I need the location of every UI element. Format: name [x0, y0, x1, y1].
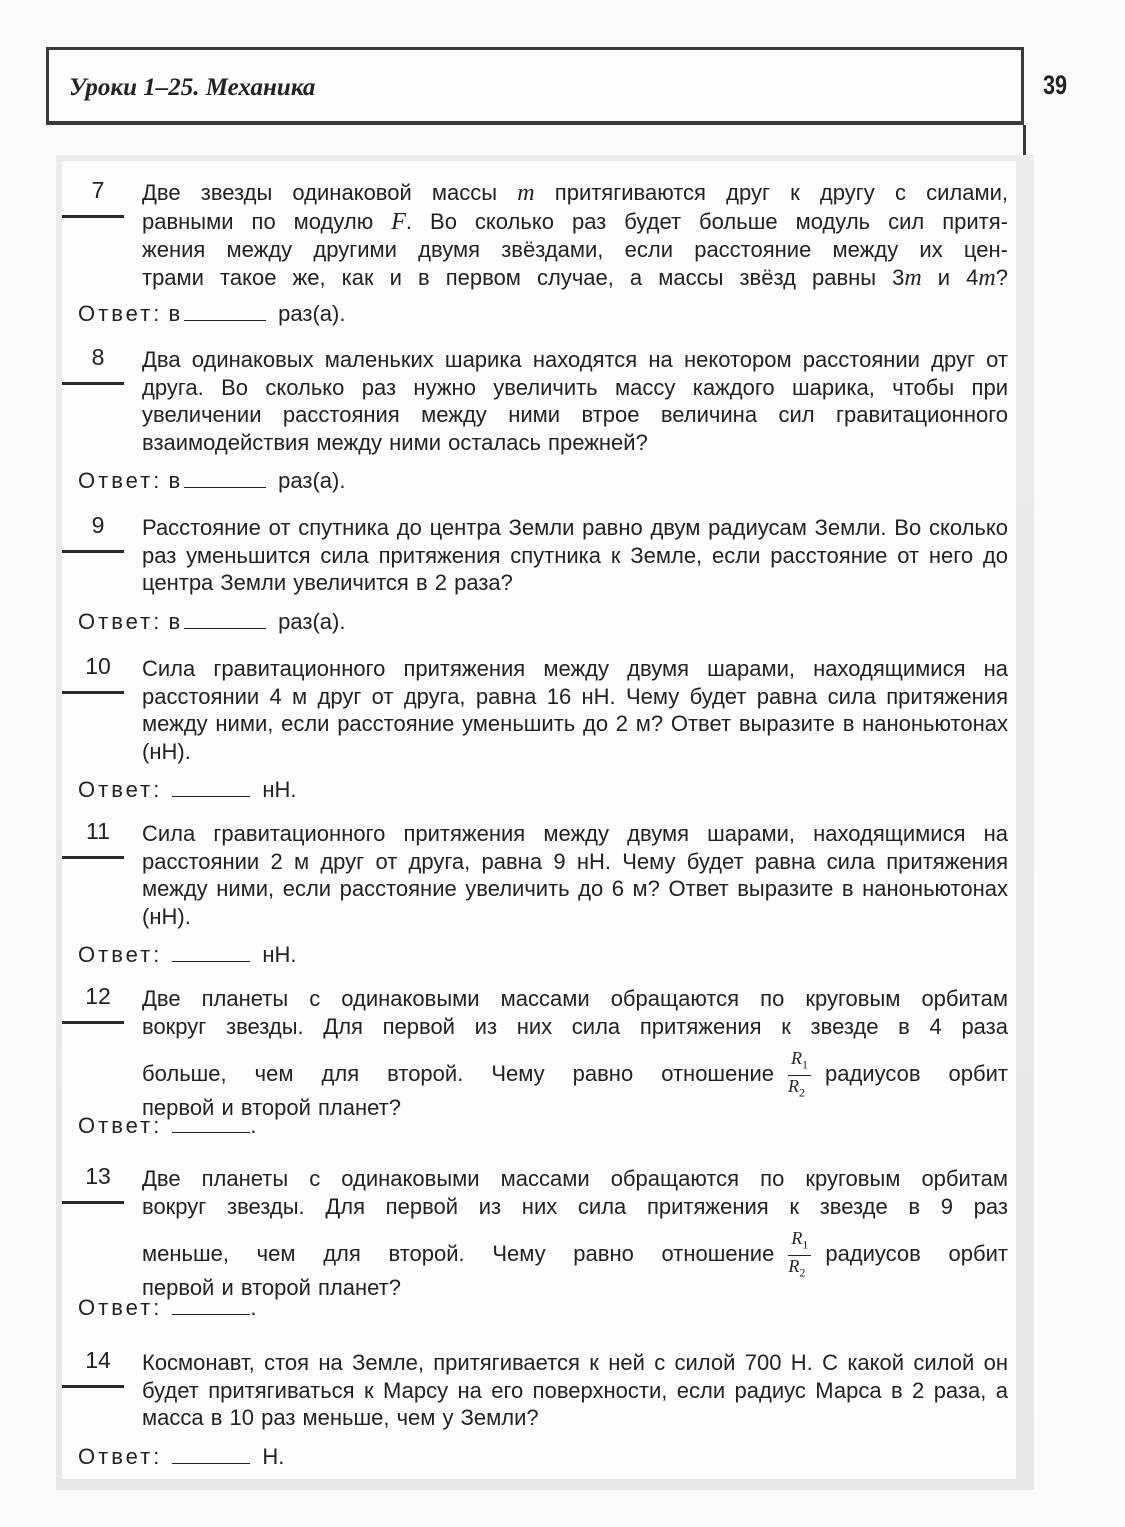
- answer-blank[interactable]: [172, 1445, 250, 1464]
- task-number-rule: [62, 1385, 124, 1388]
- task-text: [142, 179, 1008, 292]
- answer-blank[interactable]: [172, 1296, 250, 1315]
- page-number: 39: [1043, 70, 1068, 100]
- tasks-panel: [56, 155, 1034, 1490]
- fraction-r1-r2: $\frac{R_1}{R_2}$: [788, 1048, 811, 1102]
- task-number-rule: [62, 856, 124, 859]
- answer-line: Ответ: .: [78, 1113, 257, 1138]
- task-number: 14: [85, 1347, 111, 1373]
- task-number: 7: [91, 177, 105, 203]
- fraction-r1-r2: $\frac{R_1}{R_2}$: [788, 1228, 811, 1282]
- answer-blank[interactable]: [172, 778, 250, 797]
- answer-blank[interactable]: [184, 469, 266, 488]
- text-line: Две звезды одинаковой массы m притягиваются друг к другу с силами,: [142, 180, 1008, 206]
- task-text: Сила гравитационного притяжения между двумя шарами, находящимися на расстоянии 2 м друг от друга, равна 9 нН. Чему будет равна сила притяжения между ними, если расстояние увеличить до 6 м? Ответ выразите в наноньютонах (нН).: [142, 821, 1008, 929]
- task-number-rule: [62, 550, 124, 553]
- answer-line: Ответ: в раз(а).: [78, 301, 346, 326]
- answer-line: Ответ: Н.: [78, 1444, 285, 1469]
- task-number: 10: [85, 653, 111, 679]
- text-line: вокруг звезды. Для первой из них сила притяжения к звезде в 9 раз: [142, 1193, 1008, 1219]
- text-line: первой и второй планет?: [142, 1275, 401, 1301]
- text-line: жения между другими двумя звёздами, если расстояние между их цен-: [142, 237, 1008, 262]
- task-number: 8: [91, 344, 105, 370]
- task-text: [142, 985, 1008, 1122]
- task-number: 9: [91, 512, 105, 538]
- task-number-rule: [62, 1201, 124, 1204]
- answer-line: Ответ: в раз(а).: [78, 609, 346, 634]
- text-line: Две планеты с одинаковыми массами обращаются по круговым орбитам: [142, 986, 1008, 1011]
- text-line: трами такое же, как и в первом случае, а массы звёзд равны 3m и 4m?: [142, 264, 1008, 291]
- text-line: Две планеты с одинаковыми массами обращаются по круговым орбитам: [142, 1166, 1008, 1191]
- section-header: [46, 47, 1024, 125]
- answer-blank[interactable]: [184, 302, 266, 321]
- header-edge-line: [1023, 125, 1026, 155]
- text-line: вокруг звезды. Для первой из них сила притяжения к звезде в 4 раза: [142, 1013, 1008, 1039]
- answer-line: Ответ: в раз(а).: [78, 468, 346, 493]
- task-number-rule: [62, 215, 124, 218]
- answer-blank[interactable]: [172, 1114, 250, 1133]
- tasks-list: [62, 161, 1016, 1479]
- task-text: Расстояние от спутника до центра Земли равно двум радиусам Земли. Во сколько раз уменьшится сила притяжения спутника к Земле, если расстояние от него до центра Земли увеличится в 2 раза?: [142, 515, 1008, 595]
- text-line: равными по модулю F. Во сколько раз будет больше модуль сил притя-: [142, 208, 1008, 235]
- section-title: Уроки 1–25. Механика: [69, 74, 316, 101]
- task-text: Сила гравитационного притяжения между двумя шарами, находящимися на расстоянии 4 м друг от друга, равна 16 нН. Чему будет равна сила притяжения между ними, если расстояние уменьшить до 2 м? Ответ выразите в наноньютонах (нН).: [142, 656, 1008, 764]
- answer-blank[interactable]: [184, 610, 266, 629]
- answer-blank[interactable]: [172, 943, 250, 962]
- task-text: Космонавт, стоя на Земле, притягивается к ней с силой 700 Н. С какой силой он будет притягиваться к Марсу на его поверхности, если радиус Марса в 2 раза, а масса в 10 раз меньше, чем у Земли?: [142, 1350, 1008, 1430]
- answer-line: Ответ: нН.: [78, 942, 297, 967]
- answer-line: Ответ: .: [78, 1295, 257, 1320]
- text-line: больше, чем для второй. Чему равно отношение $\frac{R_1}{R_2}$ радиусов орбит: [142, 1048, 1008, 1102]
- text-line: меньше, чем для второй. Чему равно отношение $\frac{R_1}{R_2}$ радиусов орбит: [142, 1228, 1008, 1282]
- task-text: Два одинаковых маленьких шарика находятся на некотором расстоянии друг от друга. Во сколько раз нужно увеличить массу каждого шарика, чтобы при увеличении расстояния между ними втрое величина сил гравитационного взаимодействия между ними осталась прежней?: [142, 347, 1008, 455]
- task-number: 13: [85, 1163, 111, 1189]
- task-text: [142, 1165, 1008, 1302]
- task-number-rule: [62, 1021, 124, 1024]
- task-number: 11: [86, 818, 110, 844]
- task-number-rule: [62, 691, 124, 694]
- task-number-rule: [62, 382, 124, 385]
- text-line: первой и второй планет?: [142, 1095, 401, 1121]
- task-number: 12: [85, 983, 111, 1009]
- answer-line: Ответ: нН.: [78, 777, 297, 802]
